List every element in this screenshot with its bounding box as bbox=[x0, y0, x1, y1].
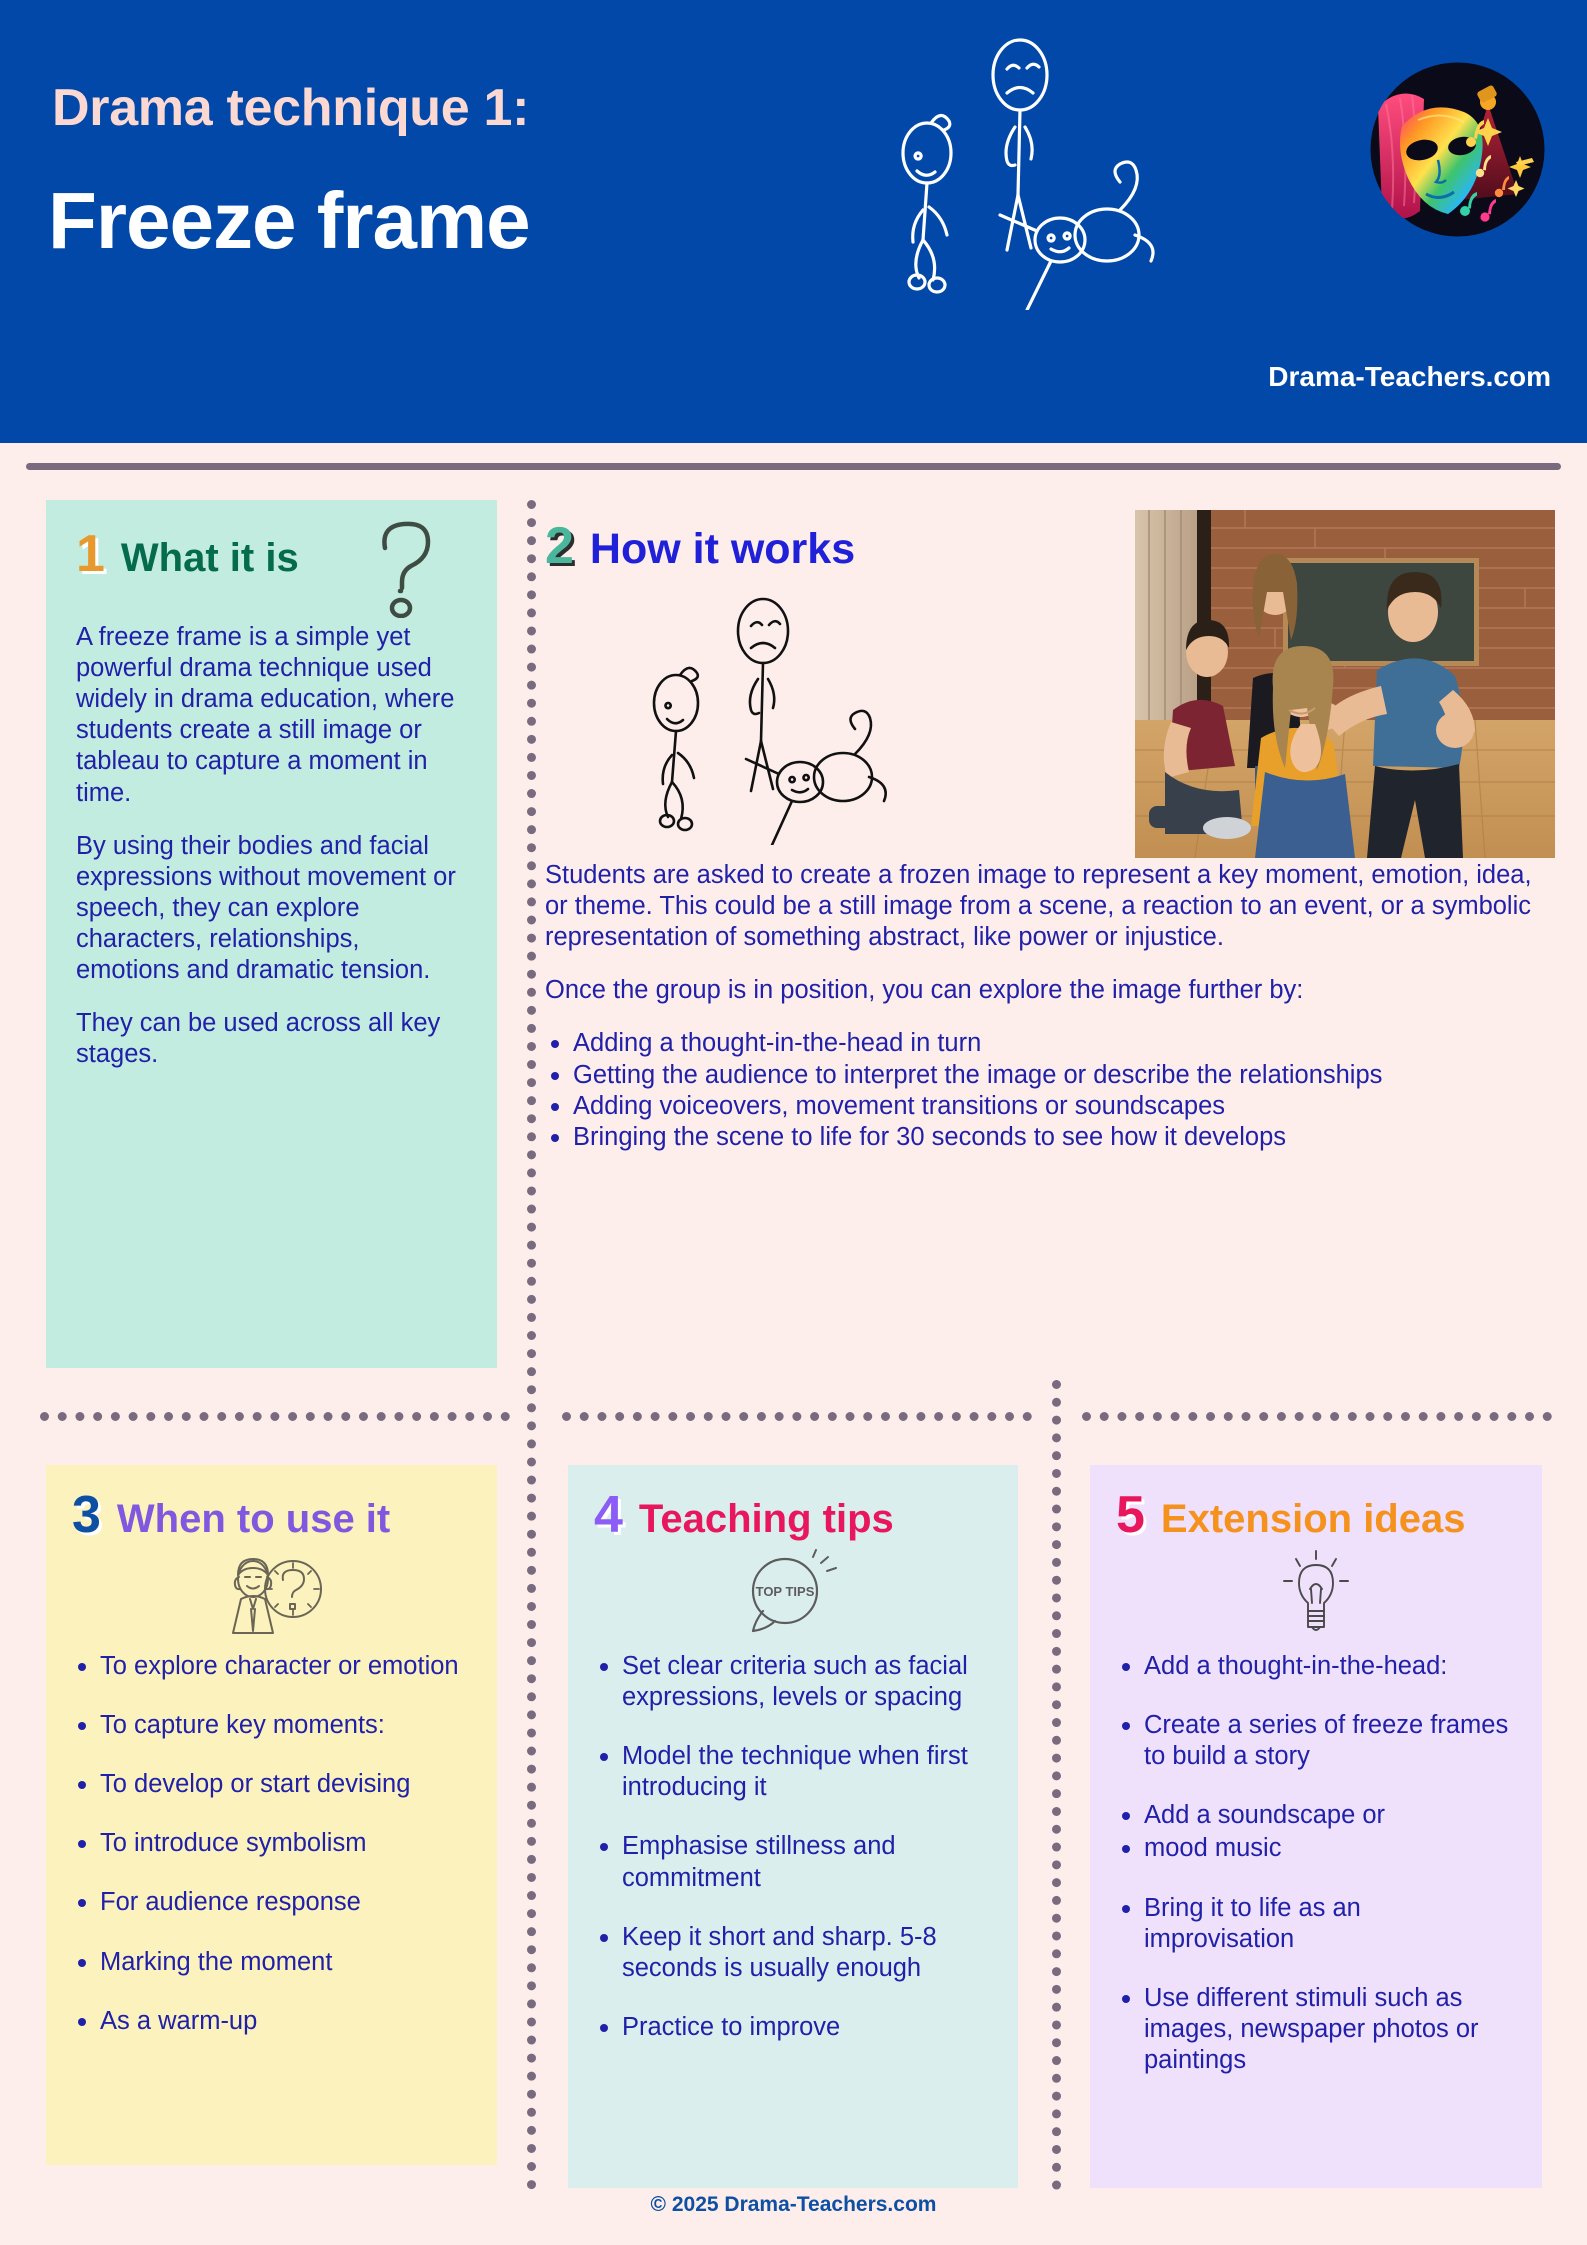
stick-figures-icon bbox=[610, 595, 910, 845]
section-3-number: 3 bbox=[72, 1486, 101, 1544]
list-item: Add a thought-in-the-head: bbox=[1116, 1651, 1516, 1682]
list-item: Keep it short and sharp. 5-8 seconds is usually enough bbox=[594, 1922, 992, 1984]
list-item: Adding a thought-in-the-head in turn bbox=[545, 1028, 1555, 1059]
section-what-it-is bbox=[46, 500, 497, 1368]
section-5-header bbox=[1116, 1486, 1516, 1544]
list-item: To explore character or emotion bbox=[72, 1651, 471, 1682]
section-3-label: When to use it bbox=[116, 1497, 391, 1541]
list-item: To develop or start devising bbox=[72, 1769, 471, 1800]
list-item: Bringing the scene to life for 30 seconds to see how it develops bbox=[545, 1122, 1555, 1153]
section-2-body bbox=[545, 860, 1555, 1153]
list-item: To capture key moments: bbox=[72, 1710, 471, 1741]
divider-dotted-horizontal bbox=[40, 1412, 510, 1421]
person-clock-question-icon bbox=[72, 1549, 471, 1637]
section-1-paragraph: A freeze frame is a simple yet powerful drama technique used widely in drama education, where students create a still image or tableau to capture a moment in time. bbox=[76, 623, 455, 807]
page-header bbox=[0, 0, 1587, 443]
section-5-number: 5 bbox=[1116, 1486, 1145, 1544]
lightbulb-icon bbox=[1116, 1549, 1516, 1637]
page-title: Freeze frame bbox=[48, 176, 530, 265]
question-mark-icon bbox=[367, 518, 445, 618]
section-5-label: Extension ideas bbox=[1160, 1497, 1466, 1541]
list-item: To introduce symbolism bbox=[72, 1828, 471, 1859]
section-2-number: 2 bbox=[545, 517, 574, 575]
divider-dotted-vertical bbox=[1052, 1380, 1061, 2190]
list-item: Create a series of freeze frames to build a story bbox=[1116, 1710, 1516, 1772]
section-1-body bbox=[76, 622, 467, 1070]
section-1-paragraph: They can be used across all key stages. bbox=[76, 1009, 441, 1069]
list-item: mood music bbox=[1116, 1833, 1516, 1864]
list-item: Adding voiceovers, movement transitions or soundscapes bbox=[545, 1091, 1555, 1122]
list-item: Practice to improve bbox=[594, 2012, 992, 2043]
section-4-bullet-list bbox=[594, 1651, 992, 2043]
section-when-to-use-it bbox=[46, 1465, 497, 2165]
list-item: As a warm-up bbox=[72, 2006, 471, 2037]
section-extension-ideas bbox=[1090, 1465, 1542, 2188]
section-2-bullet-list bbox=[545, 1028, 1555, 1152]
section-teaching-tips bbox=[568, 1465, 1018, 2188]
section-3-bullet-list bbox=[72, 1651, 471, 2037]
header-kicker: Drama technique 1: bbox=[52, 79, 530, 137]
section-1-number: 1 bbox=[76, 525, 105, 583]
section-4-header bbox=[594, 1486, 992, 1544]
section-2-label: How it works bbox=[589, 525, 856, 573]
list-item: Model the technique when first introducing it bbox=[594, 1741, 992, 1803]
list-item: Getting the audience to interpret the image or describe the relationships bbox=[545, 1060, 1555, 1091]
drama-mask-logo bbox=[1370, 62, 1545, 237]
top-tips-speech-bubble-icon bbox=[594, 1549, 992, 1637]
section-how-it-works bbox=[545, 517, 1555, 1350]
header-site-name: Drama-Teachers.com bbox=[1268, 361, 1551, 392]
top-tips-label: TOP TIPS bbox=[755, 1584, 815, 1599]
list-item: Add a soundscape or bbox=[1116, 1800, 1516, 1831]
section-4-label: Teaching tips bbox=[638, 1497, 894, 1541]
section-4-number: 4 bbox=[594, 1486, 623, 1544]
divider-dotted-horizontal bbox=[562, 1412, 1032, 1421]
section-1-paragraph: By using their bodies and facial expressions without movement or speech, they can explore characters, relationships, emotions and dramatic tension. bbox=[76, 831, 456, 985]
stick-figures-icon bbox=[855, 35, 1175, 310]
list-item: Marking the moment bbox=[72, 1947, 471, 1978]
section-2-paragraph: Students are asked to create a frozen image to represent a key moment, emotion, idea, or theme. This could be a still image from a scene, a reaction to an event, or a symbolic representation of something abstract, like power or injustice. bbox=[545, 861, 1532, 952]
list-item: For audience response bbox=[72, 1887, 471, 1918]
header-divider-rule bbox=[26, 463, 1561, 470]
list-item: Set clear criteria such as facial expressions, levels or spacing bbox=[594, 1651, 992, 1713]
section-2-paragraph: Once the group is in position, you can explore the image further by: bbox=[545, 976, 1304, 1005]
list-item: Use different stimuli such as images, newspaper photos or paintings bbox=[1116, 1983, 1516, 2076]
divider-dotted-horizontal bbox=[1082, 1412, 1552, 1421]
list-item: Emphasise stillness and commitment bbox=[594, 1831, 992, 1893]
footer-copyright: © 2025 Drama-Teachers.com bbox=[650, 2193, 937, 2216]
section-1-label: What it is bbox=[120, 536, 299, 580]
list-item: Bring it to life as an improvisation bbox=[1116, 1893, 1516, 1955]
divider-dotted-vertical bbox=[527, 500, 536, 2190]
section-3-header bbox=[72, 1486, 471, 1544]
section-5-bullet-list bbox=[1116, 1651, 1516, 2076]
students-freeze-frame-photo bbox=[1135, 510, 1555, 858]
